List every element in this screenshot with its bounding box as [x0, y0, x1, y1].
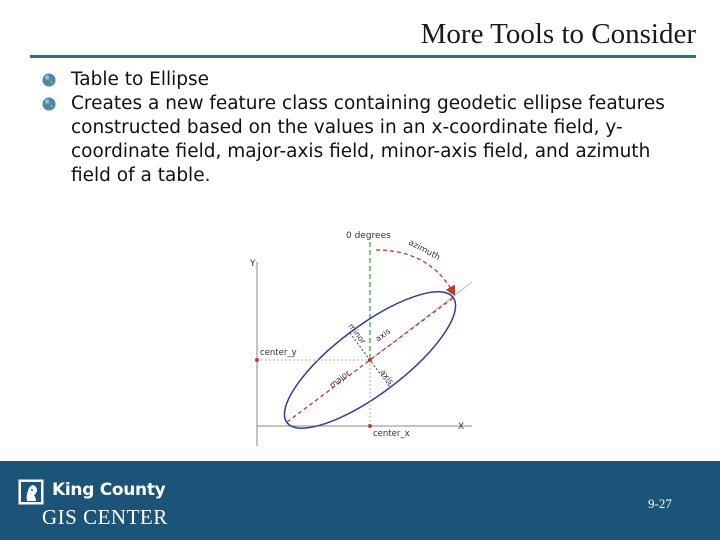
zero-degrees-label: 0 degrees [346, 231, 391, 241]
center-point [368, 358, 372, 362]
x-axis-label: X [458, 422, 465, 432]
ellipse-diagram [240, 222, 492, 454]
globe-bullet-icon [42, 97, 56, 111]
bullet-text: Creates a new feature class containing geodetic ellipse features constructed based on the values in an x-coordinate field, y-coordinate field, major-axis field, minor-axis field, and azimuth field of a table. [71, 93, 665, 186]
azimuth-label: azimuth [406, 237, 442, 263]
bullet-text: Table to Ellipse [71, 69, 210, 90]
globe-bullet-icon [42, 73, 56, 87]
page-number: 9-27 [648, 496, 672, 511]
y-axis-label: Y [250, 259, 256, 269]
azimuth-arc [376, 250, 454, 294]
org-name: King County [52, 480, 166, 500]
slide-title: More Tools to Consider [420, 18, 696, 50]
unit-name: GIS CENTER [42, 505, 168, 529]
axis-label-top: axis [373, 326, 393, 344]
center-y-point [255, 358, 259, 362]
major-axis-label: major [327, 368, 352, 390]
center-x-label: center_x [373, 429, 410, 439]
king-county-logo-icon [18, 479, 44, 505]
title-rule [30, 55, 696, 58]
bullet-item [42, 92, 682, 188]
bullet-list [42, 68, 682, 188]
center-x-point [368, 424, 372, 428]
axis-label-bottom: axis [378, 367, 396, 387]
minor-axis-label: minor [346, 321, 368, 346]
footer-bar [0, 461, 720, 540]
bullet-item [42, 68, 682, 92]
center-y-label: center_y [260, 348, 297, 358]
